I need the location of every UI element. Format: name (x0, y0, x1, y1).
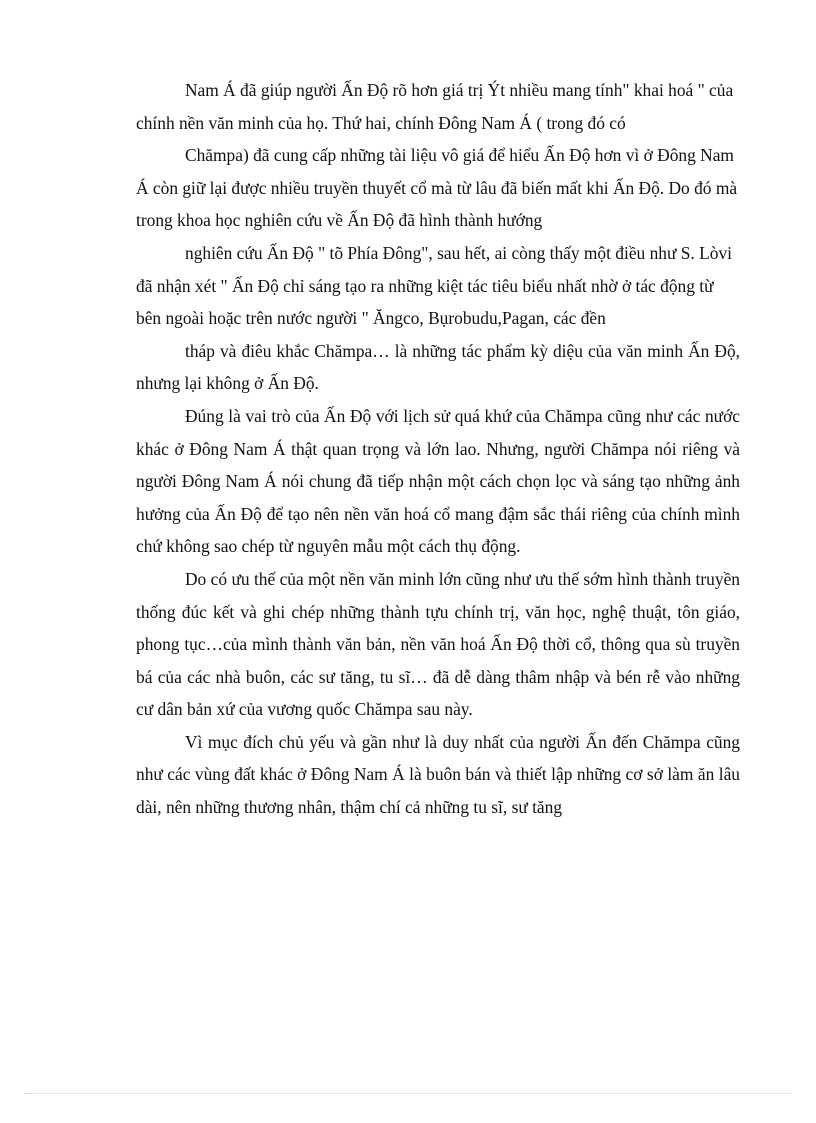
paragraph-4: tháp và điêu khắc Chămpa… là những tác phẩm kỳ diệu của văn minh Ấn Độ, nhưng lại không ở Ấn Độ. (136, 340, 740, 394)
paragraph-6: Do có ưu thế của một nền văn minh lớn cũng như ưu thế sớm hình thành truyền thống đúc kết và ghi chép những thành tựu chính trị, văn học, nghệ thuật, tôn giáo, phong tục…của mình thành văn bản, nền văn hoá Ấn Độ thời cổ, thông qua sù truyền bá của các nhà buôn, các sư tăng, tu sĩ… đã dễ dàng thâm nhập và bén rễ vào những cư dân bản xứ của vương quốc Chămpa sau này. (136, 568, 740, 720)
page-bottom-rule (24, 1093, 792, 1094)
paragraph-2: Chămpa) đã cung cấp những tài liệu vô giá để hiểu Ấn Độ hơn vì ở Đông Nam Á còn giữ lại được nhiều truyền thuyết cổ mà từ lâu đã biến mất khi Ấn Độ. Do đó mà trong khoa học nghiên cứu về Ấn Độ đã hình thành hướng (136, 145, 738, 231)
document-body (136, 74, 740, 824)
paragraph-1: Nam Á đã giúp người Ấn Độ rõ hơn giá trị Ýt nhiều mang tính" khai hoá " của chính nền văn minh của họ. Thứ hai, chính Đông Nam Á ( trong đó có (136, 80, 734, 133)
paragraph-3: nghiên cứu Ấn Độ " tõ Phía Đông", sau hết, ai còng thấy một điều như S. Lòvi đã nhận xét " Ấn Độ chỉ sáng tạo ra những kiệt tác tiêu biểu nhất nhờ ở tác động từ bên ngoài hoặc trên nước người " Ăngco, Bụrobudu,Pagan, các đền (136, 242, 732, 329)
paragraph-7: Vì mục đích chủ yếu và gần như là duy nhất của người Ấn đến Chămpa cũng như các vùng đất khác ở Đông Nam Á là buôn bán và thiết lập những cơ sở làm ăn lâu dài, nên những thương nhân, thậm chí cả những tu sĩ, sư tăng (136, 731, 740, 818)
paragraph-5: Đúng là vai trò của Ấn Độ với lịch sử quá khứ của Chămpa cũng như các nước khác ở Đông Nam Á thật quan trọng và lớn lao. Nhưng, người Chămpa nói riêng và người Đông Nam Á nói chung đã tiếp nhận một cách chọn lọc và sáng tạo những ảnh hưởng của Ấn Độ để tạo nên nền văn hoá cổ mang đậm sắc thái riêng của chính mình chứ không sao chép từ nguyên mẫu một cách thụ động. (136, 405, 740, 557)
